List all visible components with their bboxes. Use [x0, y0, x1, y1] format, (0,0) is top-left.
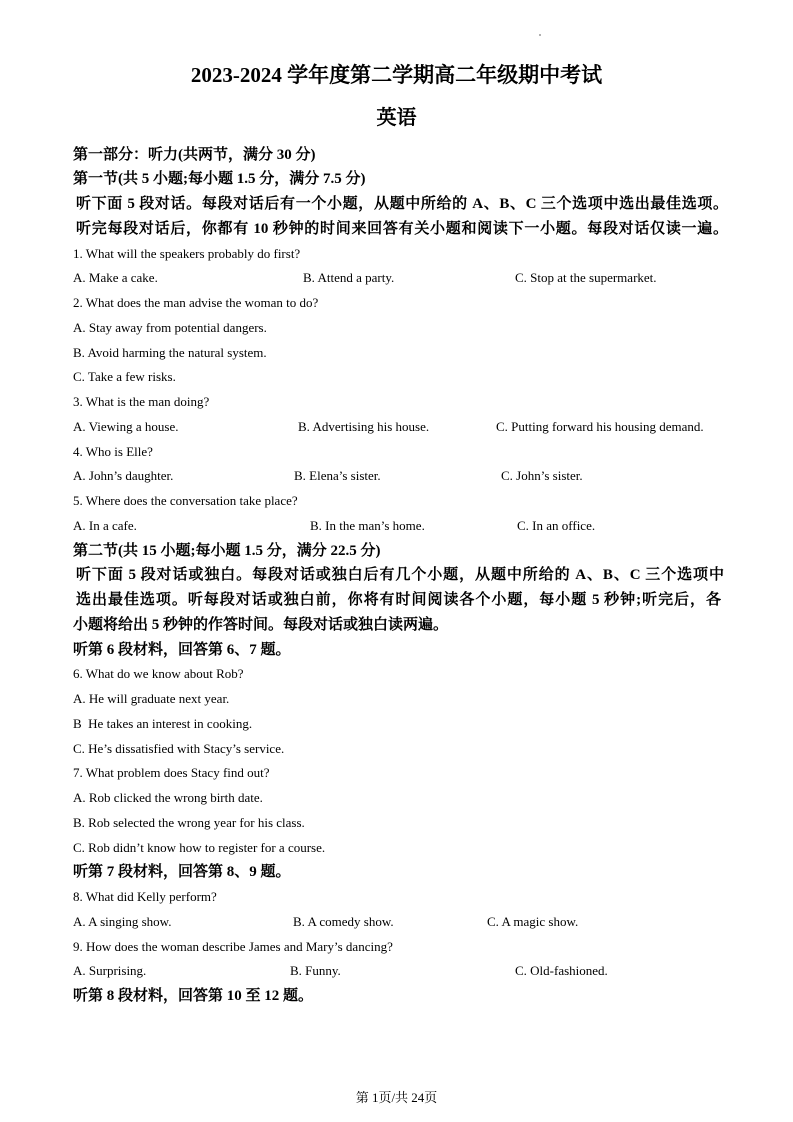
question-stem: 7. What problem does Stacy find out? [73, 765, 270, 781]
option-row [73, 959, 773, 984]
option-c: C. Rob didn’t know how to register for a course. [73, 839, 326, 855]
option-c: C. Putting forward his housing demand. [496, 418, 704, 434]
option-a: A. Surprising. [73, 963, 147, 979]
option-a: A. In a cafe. [73, 517, 137, 533]
option-a: A. A singing show. [73, 913, 172, 929]
option-b: B. Elena’s sister. [294, 468, 381, 484]
question-stem: 3. What is the man doing? [73, 394, 210, 410]
part-heading: 第一部分：听力(共两节，满分 30 分) [73, 146, 316, 163]
option-b: B. Funny. [290, 963, 341, 979]
instruction-line: 小题将给出 5 秒钟的作答时间。每段对话或独白读两遍。 [73, 616, 449, 633]
material-label: 听第 8 段材料，回答第 10 至 12 题。 [73, 988, 314, 1005]
option-a: A. Make a cake. [73, 270, 158, 286]
option-a: A. He will graduate next year. [73, 691, 230, 707]
option-row [73, 266, 773, 291]
section-heading: 第二节(共 15 小题;每小题 1.5 分，满分 22.5 分) [73, 542, 381, 559]
option-row [73, 464, 773, 489]
option-b: B He takes an interest in cooking. [73, 715, 253, 731]
option-c: C. John’s sister. [501, 468, 583, 484]
question-stem: 9. How does the woman describe James and Mary’s dancing? [73, 938, 393, 954]
option-b: B. A comedy show. [293, 913, 394, 929]
instruction-line: 听下面 5 段对话或独白。每段对话或独白后有几个小题，从题中所给的 A、B、C 三个选项中 [76, 567, 724, 584]
question-stem: 8. What did Kelly perform? [73, 889, 217, 905]
material-label: 听第 7 段材料，回答第 8、9 题。 [73, 864, 291, 881]
option-b: B. In the man’s home. [310, 517, 425, 533]
option-b: B. Avoid harming the natural system. [73, 344, 267, 360]
exam-title: 2023-2024 学年度第二学期高二年级期中考试 [190, 63, 603, 87]
instruction-line: 听完每段对话后，你都有 10 秒钟的时间来回答有关小题和阅读下一小题。每段对话仅读一遍。 [76, 220, 728, 237]
subject-title: 英语 [376, 107, 417, 129]
option-b: B. Advertising his house. [298, 418, 430, 434]
option-c: C. He’s dissatisfied with Stacy’s service. [73, 740, 285, 756]
section-heading: 第一节(共 5 小题;每小题 1.5 分，满分 7.5 分) [73, 171, 366, 188]
option-row [73, 910, 773, 935]
option-a: A. John’s daughter. [73, 468, 174, 484]
instruction-line: 选出最佳选项。听每段对话或独白前，你将有时间阅读各个小题，每小题 5 秒钟;听完后，各 [76, 592, 721, 609]
option-row [73, 415, 773, 440]
question-stem: 5. Where does the conversation take place? [73, 493, 298, 509]
option-c: C. Take a few risks. [73, 369, 176, 385]
option-a: A. Rob clicked the wrong birth date. [73, 790, 263, 806]
exam-content [73, 143, 773, 1009]
instruction-line: 听下面 5 段对话。每段对话后有一个小题，从题中所给的 A、B、C 三个选项中选出最佳选项。 [76, 196, 728, 213]
page-number: 第 1页/共 24页 [355, 1090, 438, 1105]
option-row [73, 514, 773, 539]
material-label: 听第 6 段材料，回答第 6、7 题。 [73, 641, 291, 658]
option-c: C. Stop at the supermarket. [515, 270, 657, 286]
option-c: C. In an office. [517, 517, 596, 533]
question-stem: 1. What will the speakers probably do first? [73, 245, 301, 261]
option-a: A. Stay away from potential dangers. [73, 319, 267, 335]
option-a: A. Viewing a house. [73, 418, 179, 434]
stray-mark [539, 34, 541, 36]
question-stem: 4. Who is Elle? [73, 443, 153, 459]
question-stem: 2. What does the man advise the woman to do? [73, 295, 319, 311]
option-c: C. Old-fashioned. [515, 963, 608, 979]
option-c: C. A magic show. [487, 913, 579, 929]
option-b: B. Attend a party. [303, 270, 395, 286]
question-stem: 6. What do we know about Rob? [73, 666, 244, 682]
option-b: B. Rob selected the wrong year for his class. [73, 814, 305, 830]
